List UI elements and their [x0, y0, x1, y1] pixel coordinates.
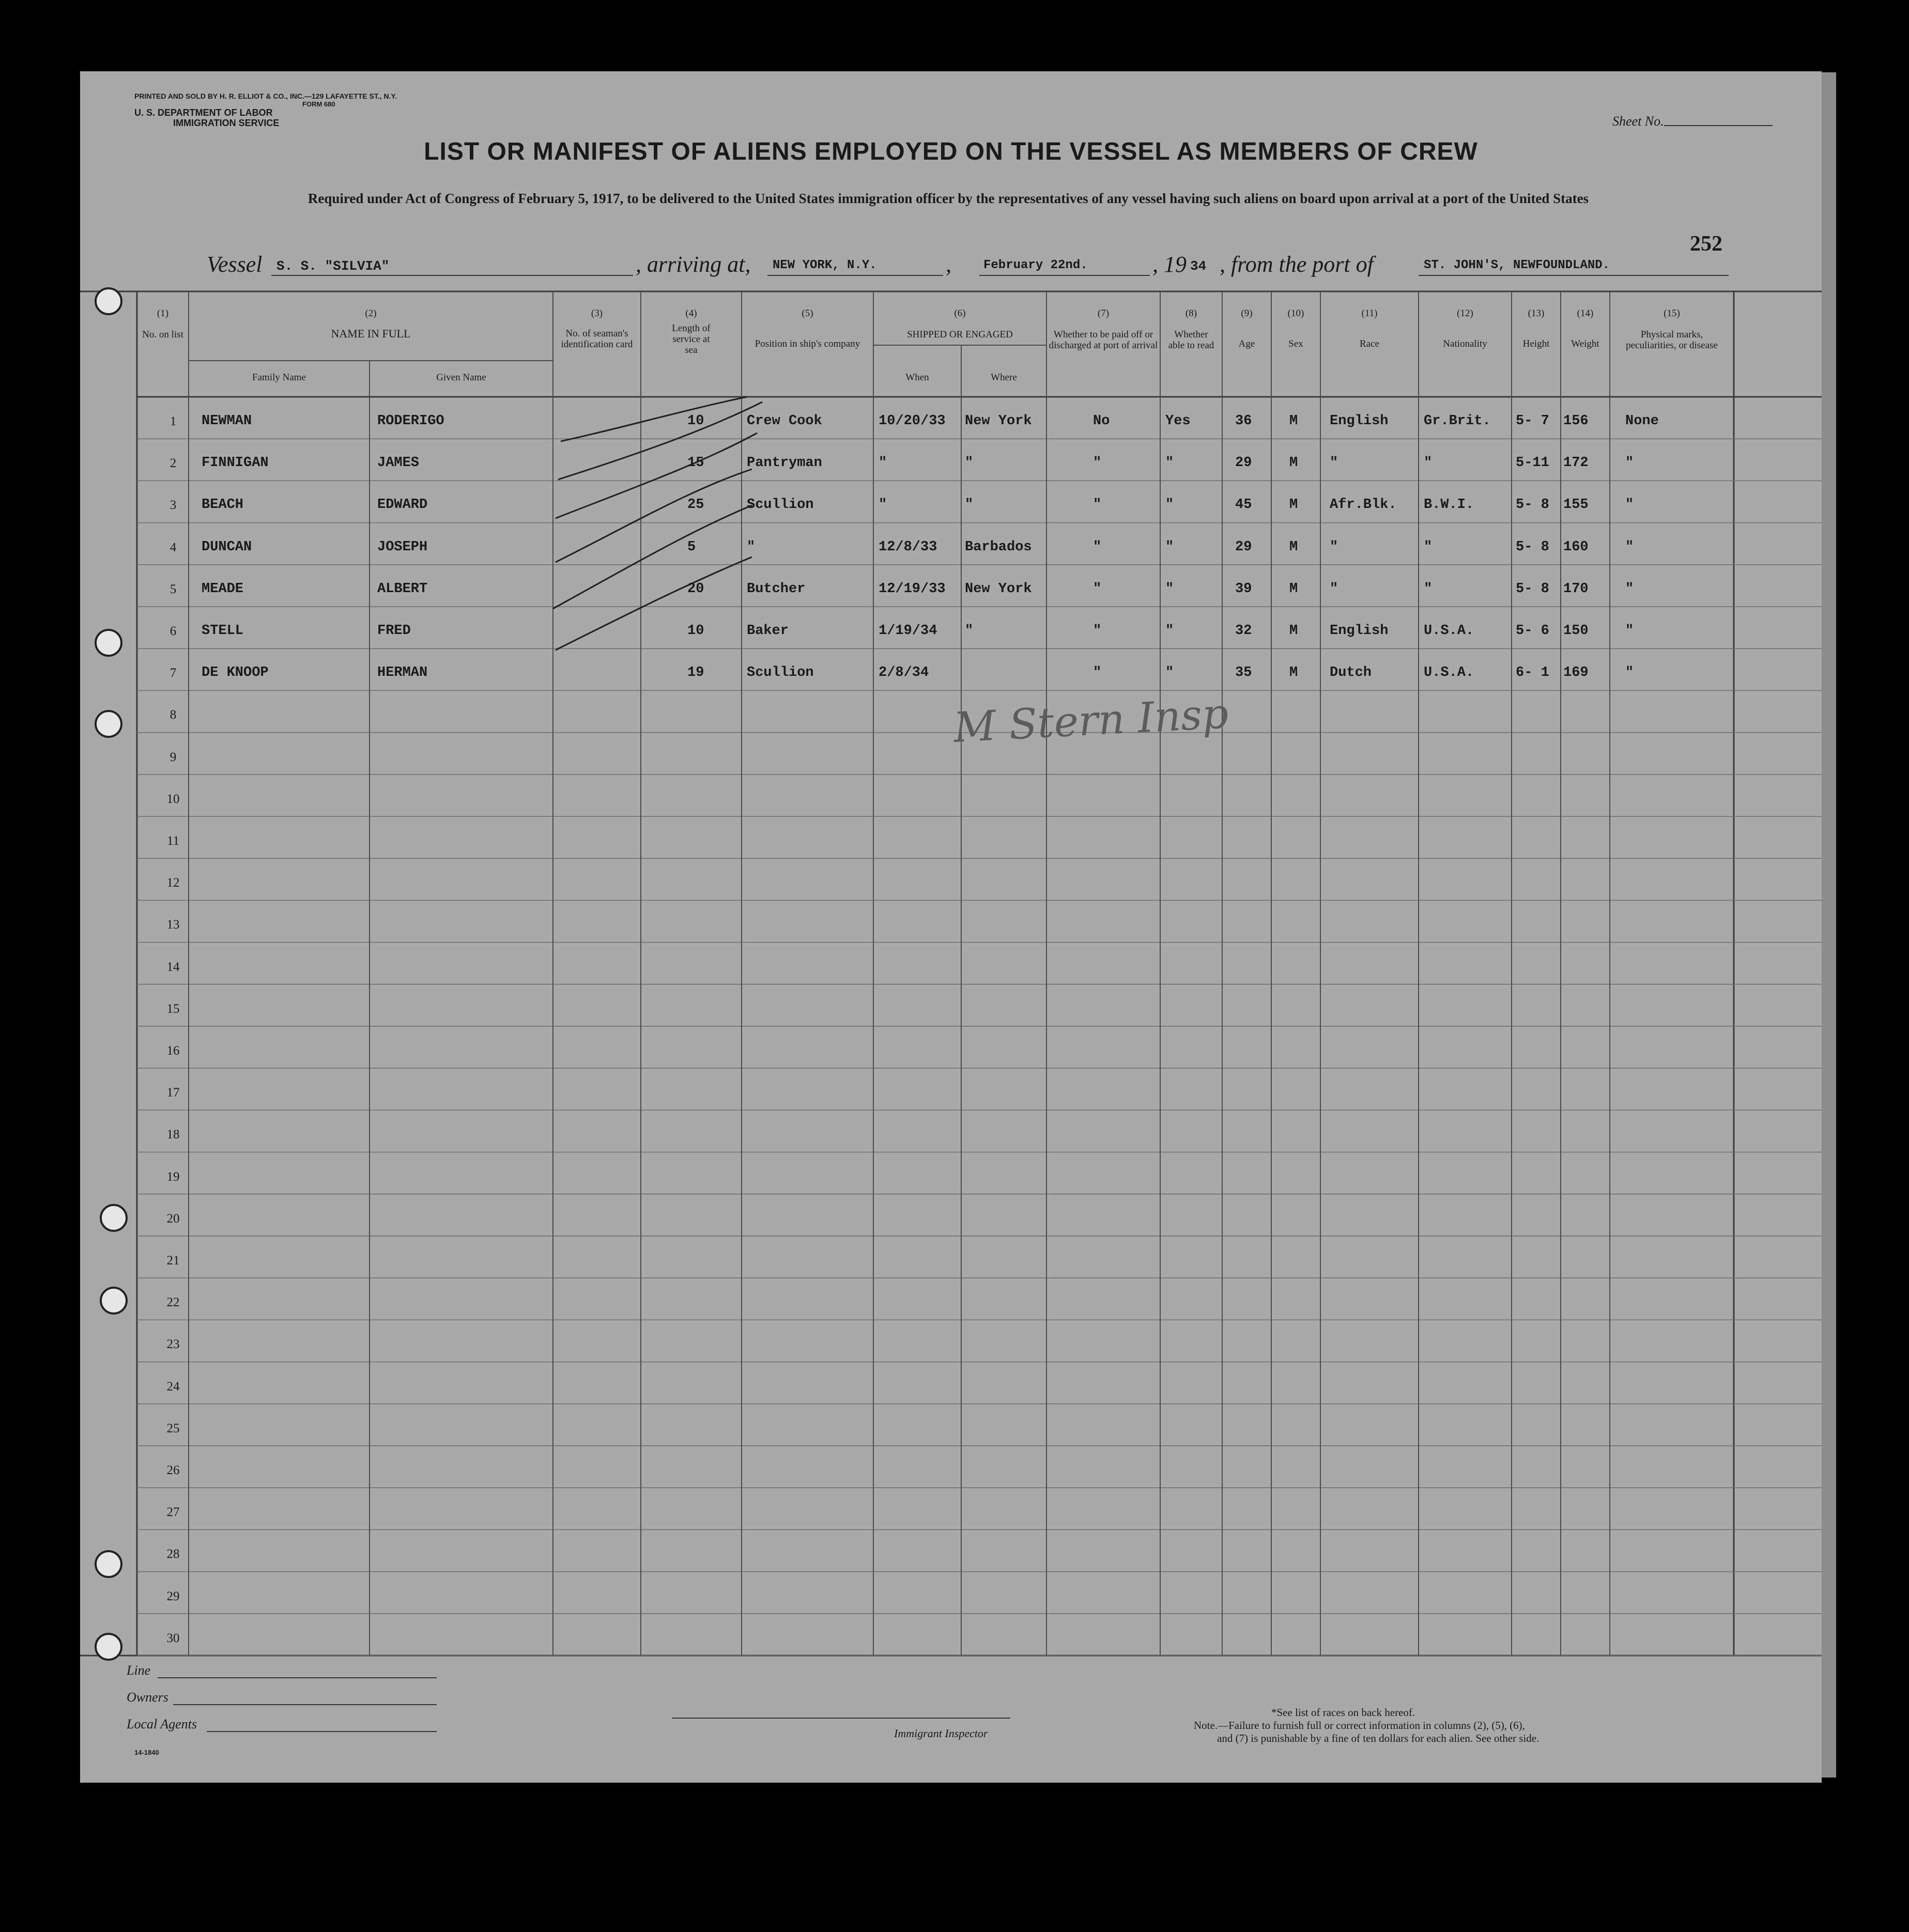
cell-age: 39 [1235, 581, 1252, 597]
col4-number: (4) [685, 308, 697, 319]
cell-position: Scullion [747, 665, 814, 681]
col3-number: (3) [591, 308, 603, 319]
col13-number: (13) [1528, 308, 1545, 319]
cell-family: DE KNOOP [202, 665, 269, 681]
binder-hole [100, 1287, 128, 1315]
col14-label: Weight [1571, 338, 1599, 349]
binder-hole [100, 1204, 128, 1232]
department-name: U. S. DEPARTMENT OF LABOR [134, 107, 273, 118]
note-penalty-2: and (7) is punishable by a fine of ten dollars for each alien. See other side. [1217, 1732, 1539, 1744]
col1-label: No. on list [142, 329, 183, 340]
col4-label: Length of service at sea [672, 323, 711, 356]
cell-given: ALBERT [377, 581, 428, 597]
document-title: LIST OR MANIFEST OF ALIENS EMPLOYED ON THE VESSEL AS MEMBERS OF CREW [424, 138, 1478, 165]
col8-number: (8) [1185, 308, 1197, 319]
cell-weight: 160 [1563, 539, 1589, 555]
cell-where: New York [965, 413, 1032, 429]
cell-marks: " [1625, 665, 1634, 681]
agents-field [207, 1731, 437, 1732]
cell-height: 5- 8 [1516, 497, 1549, 513]
cell-sex: M [1289, 665, 1298, 681]
row-number: 16 [166, 1044, 180, 1058]
row-number: 23 [166, 1337, 180, 1352]
col7-number: (7) [1097, 308, 1110, 319]
cell-nationality: B.W.I. [1424, 497, 1474, 513]
cell-service: 25 [687, 497, 704, 513]
binder-hole [95, 287, 122, 315]
cell-paid: " [1093, 539, 1102, 555]
cell-race: " [1330, 455, 1338, 471]
note-penalty-1: Note.—Failure to furnish full or correct information in columns (2), (5), (6), [1194, 1719, 1525, 1732]
cell-height: 5- 6 [1516, 623, 1549, 639]
cell-sex: M [1289, 497, 1298, 513]
col2-label: NAME IN FULL [331, 327, 411, 340]
col6-header [873, 308, 1046, 340]
form-number: FORM 680 [302, 100, 335, 108]
col15-label: Physical marks, peculiarities, or disease [1626, 329, 1718, 351]
col10-number: (10) [1287, 308, 1304, 319]
cell-race: Dutch [1330, 665, 1372, 681]
row-number: 15 [166, 1001, 180, 1016]
binder-hole [95, 1550, 122, 1578]
cell-service: 20 [687, 581, 704, 597]
row-number: 5 [170, 582, 177, 596]
form-code: 14-1840 [134, 1749, 159, 1756]
cell-sex: M [1289, 413, 1298, 429]
line-label: Line [127, 1663, 151, 1678]
cell-marks: " [1625, 455, 1634, 471]
cell-paid: " [1093, 623, 1102, 639]
cell-weight: 172 [1563, 455, 1589, 471]
cell-paid: No [1093, 413, 1110, 429]
row-number: 26 [166, 1463, 180, 1477]
cell-age: 29 [1235, 539, 1252, 555]
cell-position: Crew Cook [747, 413, 822, 429]
col2-header [189, 308, 553, 339]
family-name-header: Family Name [252, 372, 306, 383]
vessel-name: S. S. "SILVIA" [276, 258, 390, 274]
row-number: 28 [166, 1547, 180, 1562]
footer-notes [1194, 1706, 1539, 1745]
cell-age: 36 [1235, 413, 1252, 429]
cell-where: Barbados [965, 539, 1032, 555]
col9-label: Age [1238, 338, 1255, 349]
cell-nationality: " [1424, 581, 1433, 597]
col7-header [1046, 308, 1160, 351]
cell-height: 6- 1 [1516, 665, 1549, 681]
year-suffix: 34 [1190, 258, 1207, 274]
arrival-port: NEW YORK, N.Y. [773, 258, 877, 272]
col14-number: (14) [1577, 308, 1594, 319]
row-number: 10 [166, 792, 180, 806]
cell-service: 10 [687, 623, 704, 639]
row-number: 19 [166, 1169, 180, 1184]
cell-weight: 155 [1563, 497, 1589, 513]
row-number: 7 [170, 666, 177, 681]
col12-label: Nationality [1443, 338, 1487, 349]
comma-1: , [946, 252, 951, 277]
cell-weight: 169 [1563, 665, 1589, 681]
cell-family: BEACH [202, 497, 244, 513]
col15-header [1610, 308, 1734, 351]
from-label: , from the port of [1220, 252, 1374, 277]
cell-nationality: " [1424, 455, 1433, 471]
cell-nationality: U.S.A. [1424, 665, 1474, 681]
col13-label: Height [1522, 338, 1550, 349]
printer-line: PRINTED AND SOLD BY H. R. ELLIOT & CO., INC.—129 LAFAYETTE ST., N.Y. [134, 92, 397, 100]
col7-label: Whether to be paid off or discharged at port of arrival [1049, 329, 1158, 351]
col8-header [1160, 308, 1222, 351]
note-races: *See list of races on back hereof. [1271, 1706, 1415, 1719]
cell-given: HERMAN [377, 665, 428, 681]
row-number: 12 [166, 876, 180, 890]
cell-marks: " [1625, 539, 1634, 555]
col15-number: (15) [1664, 308, 1680, 319]
cell-when: 12/8/33 [879, 539, 937, 555]
cell-when: " [879, 497, 887, 513]
row-number: 9 [170, 750, 177, 764]
cell-position: Butcher [747, 581, 806, 597]
col3-label: No. of seaman's identification card [561, 328, 633, 350]
cell-where: " [965, 455, 974, 471]
cell-race: " [1330, 581, 1338, 597]
cell-paid: " [1093, 665, 1102, 681]
col14-header [1561, 308, 1610, 349]
col10-header [1271, 308, 1320, 349]
cell-read: " [1165, 623, 1174, 639]
cell-given: RODERIGO [377, 413, 444, 429]
cell-sex: M [1289, 623, 1298, 639]
col4-header [641, 308, 742, 356]
given-name-header: Given Name [436, 372, 486, 383]
row-number: 27 [166, 1505, 180, 1520]
cell-height: 5- 8 [1516, 581, 1549, 597]
row-number: 25 [166, 1421, 180, 1435]
cell-when: 12/19/33 [879, 581, 946, 597]
cell-age: 29 [1235, 455, 1252, 471]
vessel-label: Vessel [207, 252, 263, 277]
col8-label: Whether able to read [1168, 329, 1214, 351]
cell-when: 1/19/34 [879, 623, 937, 639]
cell-position: Baker [747, 623, 789, 639]
cell-where: " [965, 497, 974, 513]
row-number: 4 [170, 540, 177, 554]
col12-number: (12) [1457, 308, 1473, 319]
cell-read: " [1165, 497, 1174, 513]
col1-header [137, 308, 189, 340]
col2-number: (2) [365, 308, 377, 319]
document-subtitle: Required under Act of Congress of February 5, 1917, to be delivered to the United States immigration officer by the representatives of any vessel having such aliens on board upon arrival at a port of the United States [307, 191, 1589, 206]
cell-race: Afr.Blk. [1330, 497, 1397, 513]
arrival-date: February 22nd. [983, 258, 1088, 272]
row-number: 14 [166, 960, 180, 974]
cell-sex: M [1289, 539, 1298, 555]
arriving-label: , arriving at, [636, 252, 751, 277]
when-header: When [905, 372, 929, 383]
cell-race: English [1330, 413, 1389, 429]
col13-header [1512, 308, 1561, 349]
cell-service: 10 [687, 413, 704, 429]
service-name: IMMIGRATION SERVICE [173, 118, 280, 128]
origin-port: ST. JOHN'S, NEWFOUNDLAND. [1424, 258, 1610, 272]
cell-when: " [879, 455, 887, 471]
cell-family: MEADE [202, 581, 244, 597]
cell-height: 5- 7 [1516, 413, 1549, 429]
cell-read: " [1165, 665, 1174, 681]
row-number: 20 [166, 1211, 180, 1226]
cell-marks: " [1625, 497, 1634, 513]
cell-position: " [747, 539, 756, 555]
page-number: 252 [1690, 232, 1722, 256]
row-number: 18 [166, 1127, 180, 1142]
cell-marks: " [1625, 581, 1634, 597]
line-field [158, 1677, 437, 1678]
row-number: 13 [166, 918, 180, 932]
inspector-field [672, 1718, 1010, 1719]
cell-given: JOSEPH [377, 539, 428, 555]
cell-when: 2/8/34 [879, 665, 929, 681]
cell-given: JAMES [377, 455, 420, 471]
cell-position: Scullion [747, 497, 814, 513]
cell-age: 45 [1235, 497, 1252, 513]
row-number: 17 [166, 1086, 180, 1100]
sheet-number-label: Sheet No. [1612, 114, 1664, 129]
row-number: 2 [170, 456, 177, 471]
row-number: 1 [170, 414, 177, 428]
row-number: 21 [166, 1254, 180, 1268]
cell-marks: " [1625, 623, 1634, 639]
row-number: 24 [166, 1379, 180, 1394]
col6-number: (6) [954, 308, 966, 319]
cell-paid: " [1093, 581, 1102, 597]
cell-given: FRED [377, 623, 411, 639]
cell-sex: M [1289, 581, 1298, 597]
cell-read: " [1165, 455, 1174, 471]
cell-family: STELL [202, 623, 244, 639]
cell-nationality: " [1424, 539, 1433, 555]
inspector-label: Immigrant Inspector [894, 1727, 988, 1740]
row-number: 11 [166, 834, 180, 848]
cell-family: DUNCAN [202, 539, 252, 555]
year-prefix: , 19 [1152, 252, 1187, 277]
col5-header [742, 308, 873, 349]
col9-header [1222, 308, 1271, 349]
cell-where: " [965, 623, 974, 639]
cell-race: " [1330, 539, 1338, 555]
binder-hole [95, 710, 122, 738]
cell-service: 15 [687, 455, 704, 471]
col5-number: (5) [802, 308, 813, 319]
row-number: 30 [166, 1631, 180, 1645]
cell-paid: " [1093, 455, 1102, 471]
row-number: 29 [166, 1589, 180, 1603]
cell-read: " [1165, 539, 1174, 555]
agents-label: Local Agents [127, 1717, 197, 1732]
col10-label: Sex [1288, 338, 1303, 349]
col5-label: Position in ship's company [755, 338, 860, 349]
col12-header [1419, 308, 1512, 349]
cell-age: 32 [1235, 623, 1252, 639]
owners-field [173, 1704, 437, 1705]
col11-label: Race [1360, 338, 1379, 349]
cell-position: Pantryman [747, 455, 822, 471]
col11-header [1320, 308, 1419, 349]
cell-service: 5 [687, 539, 696, 555]
cell-weight: 150 [1563, 623, 1589, 639]
row-number: 8 [170, 708, 177, 722]
cell-weight: 156 [1563, 413, 1589, 429]
binder-hole [95, 1633, 122, 1661]
cell-height: 5-11 [1516, 455, 1549, 471]
row-number: 22 [166, 1295, 180, 1310]
col1-number: (1) [157, 308, 169, 319]
cell-nationality: Gr.Brit. [1424, 413, 1491, 429]
cell-read: Yes [1165, 413, 1191, 429]
binder-hole [95, 629, 122, 657]
cell-service: 19 [687, 665, 704, 681]
col11-number: (11) [1361, 308, 1378, 319]
cell-height: 5- 8 [1516, 539, 1549, 555]
cell-family: FINNIGAN [202, 455, 269, 471]
cell-sex: M [1289, 455, 1298, 471]
row-number: 3 [170, 498, 177, 513]
col3-header [553, 308, 641, 350]
cell-when: 10/20/33 [879, 413, 946, 429]
col6-label: SHIPPED OR ENGAGED [907, 329, 1013, 340]
cell-read: " [1165, 581, 1174, 597]
cell-age: 35 [1235, 665, 1252, 681]
cell-race: English [1330, 623, 1389, 639]
cell-nationality: U.S.A. [1424, 623, 1474, 639]
owners-label: Owners [127, 1690, 168, 1705]
where-header: Where [991, 372, 1017, 383]
col9-number: (9) [1241, 308, 1253, 319]
cell-where: New York [965, 581, 1032, 597]
manifest-sheet [80, 71, 1822, 1783]
cell-marks: None [1625, 413, 1659, 429]
inspector-signature: M Stern Insp [952, 689, 1230, 752]
row-number: 6 [170, 624, 177, 638]
cell-weight: 170 [1563, 581, 1589, 597]
cell-paid: " [1093, 497, 1102, 513]
cell-family: NEWMAN [202, 413, 252, 429]
cell-given: EDWARD [377, 497, 428, 513]
